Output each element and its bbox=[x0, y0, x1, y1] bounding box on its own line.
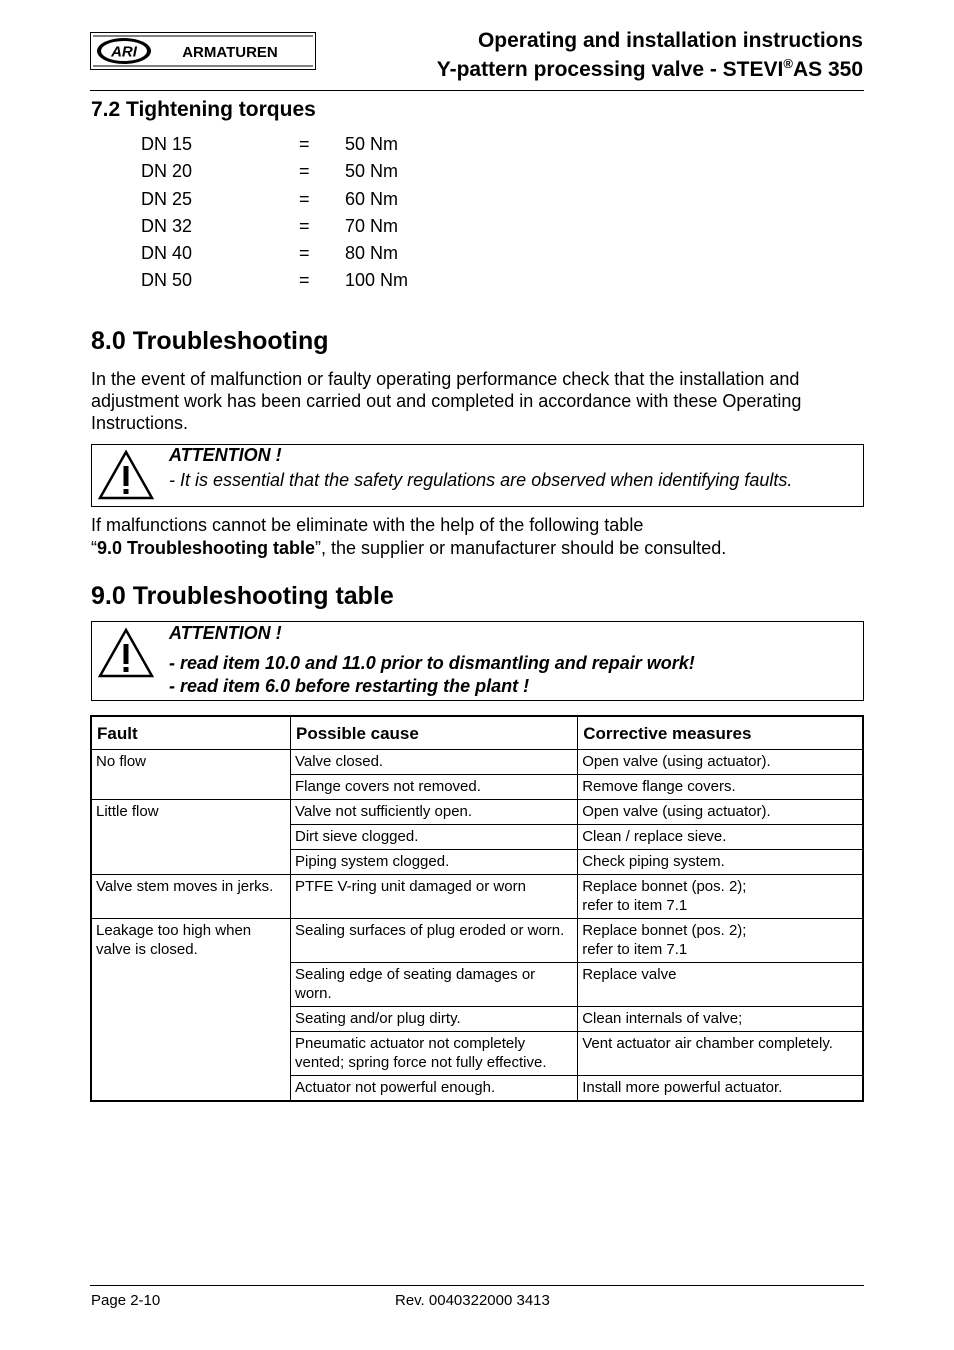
fault-cell: No flow bbox=[91, 750, 290, 800]
measure-cell: Vent actuator air chamber completely. bbox=[578, 1032, 863, 1076]
fault-cell: Leakage too high when valve is closed. bbox=[91, 919, 290, 1102]
cause-cell: Piping system clogged. bbox=[290, 850, 577, 875]
equals-sign: = bbox=[299, 189, 310, 209]
troubleshooting-table bbox=[90, 715, 864, 1102]
section-7-2-heading: 7.2 Tightening torques bbox=[91, 98, 316, 121]
logo-text: ARMATUREN bbox=[182, 44, 278, 61]
nominal-diameter: DN 20 bbox=[141, 161, 193, 181]
cause-cell: PTFE V-ring unit damaged or worn bbox=[290, 875, 577, 919]
attention-line-1: - read item 10.0 and 11.0 prior to dismantling and repair work! bbox=[169, 653, 695, 673]
cause-cell: Dirt sieve clogged. bbox=[290, 825, 577, 850]
section-8-0-heading: 8.0 Troubleshooting bbox=[91, 327, 329, 355]
column-header-fault: Fault bbox=[91, 716, 290, 750]
fault-cell: Little flow bbox=[91, 800, 290, 875]
torque-value: 70 Nm bbox=[345, 216, 399, 236]
measure-cell: Clean internals of valve; bbox=[578, 1007, 863, 1032]
nominal-diameter: DN 25 bbox=[141, 189, 193, 209]
warning-triangle-icon bbox=[97, 627, 155, 684]
torque-value: 50 Nm bbox=[345, 134, 399, 154]
cause-cell: Seating and/or plug dirty. bbox=[290, 1007, 577, 1032]
column-header-cause: Possible cause bbox=[290, 716, 577, 750]
equals-sign: = bbox=[299, 161, 310, 181]
table-row bbox=[91, 750, 863, 775]
fault-cell: Valve stem moves in jerks. bbox=[91, 875, 290, 919]
cause-cell: Actuator not powerful enough. bbox=[290, 1076, 577, 1102]
attention-title: ATTENTION ! bbox=[169, 623, 282, 643]
attention-line-2: - read item 6.0 before restarting the plant ! bbox=[169, 676, 530, 696]
header-divider bbox=[90, 90, 864, 91]
measure-cell: Clean / replace sieve. bbox=[578, 825, 863, 850]
document-title bbox=[437, 26, 863, 84]
measure-cell: Replace bonnet (pos. 2); refer to item 7.1 bbox=[578, 875, 863, 919]
measure-cell: Replace bonnet (pos. 2); refer to item 7.1 bbox=[578, 919, 863, 963]
torque-value: 60 Nm bbox=[345, 189, 399, 209]
table-header-row bbox=[91, 716, 863, 750]
measure-cell: Open valve (using actuator). bbox=[578, 750, 863, 775]
logo-brand: ARI bbox=[111, 43, 137, 61]
title-line-2: Y-pattern processing valve - STEVI®AS 350 bbox=[436, 56, 863, 81]
equals-sign: = bbox=[299, 216, 310, 236]
follow-up-text: If malfunctions cannot be eliminate with the help of the following table “9.0 Troubleshooting table”, the supplier or manufacturer should be consulted. bbox=[91, 515, 727, 558]
nominal-diameter: DN 32 bbox=[141, 216, 193, 236]
table-row bbox=[91, 875, 863, 919]
measure-cell: Check piping system. bbox=[578, 850, 863, 875]
measure-cell: Remove flange covers. bbox=[578, 775, 863, 800]
footer-divider bbox=[90, 1285, 864, 1286]
troubleshooting-intro: In the event of malfunction or faulty operating performance check that the installation and adjustment work has been carried out and completed in accordance with these Operating Instructions. bbox=[91, 369, 802, 433]
table-row bbox=[91, 800, 863, 825]
equals-sign: = bbox=[299, 243, 310, 263]
cause-cell: Pneumatic actuator not completely vented; spring force not fully effective. bbox=[290, 1032, 577, 1076]
equals-sign: = bbox=[299, 134, 310, 154]
cause-cell: Sealing edge of seating damages or worn. bbox=[290, 963, 577, 1007]
torque-value: 50 Nm bbox=[345, 161, 399, 181]
equals-sign: = bbox=[299, 270, 310, 290]
title-line-1: Operating and installation instructions bbox=[477, 29, 863, 52]
page-number: Page 2-10 bbox=[91, 1292, 161, 1309]
cause-cell: Flange covers not removed. bbox=[290, 775, 577, 800]
attention-box-dismantling bbox=[91, 621, 864, 701]
ari-armaturen-logo bbox=[90, 32, 316, 70]
table-reference: 9.0 Troubleshooting table bbox=[97, 538, 316, 558]
nominal-diameter: DN 50 bbox=[141, 270, 193, 290]
measure-cell: Open valve (using actuator). bbox=[578, 800, 863, 825]
cause-cell: Sealing surfaces of plug eroded or worn. bbox=[290, 919, 577, 963]
revision-number: Rev. 0040322000 3413 bbox=[395, 1292, 550, 1309]
column-header-measures: Corrective measures bbox=[578, 716, 863, 750]
warning-triangle-icon bbox=[97, 449, 155, 506]
section-9-0-heading: 9.0 Troubleshooting table bbox=[91, 582, 394, 610]
measure-cell: Install more powerful actuator. bbox=[578, 1076, 863, 1102]
cause-cell: Valve closed. bbox=[290, 750, 577, 775]
measure-cell: Replace valve bbox=[578, 963, 863, 1007]
torque-value: 100 Nm bbox=[345, 270, 409, 290]
nominal-diameter: DN 15 bbox=[141, 134, 193, 154]
attention-text: - It is essential that the safety regulations are observed when identifying faults. bbox=[169, 470, 793, 490]
cause-cell: Valve not sufficiently open. bbox=[290, 800, 577, 825]
attention-box-safety bbox=[91, 444, 864, 507]
nominal-diameter: DN 40 bbox=[141, 243, 193, 263]
torque-value: 80 Nm bbox=[345, 243, 399, 263]
table-row bbox=[91, 919, 863, 963]
attention-title: ATTENTION ! bbox=[169, 445, 282, 465]
